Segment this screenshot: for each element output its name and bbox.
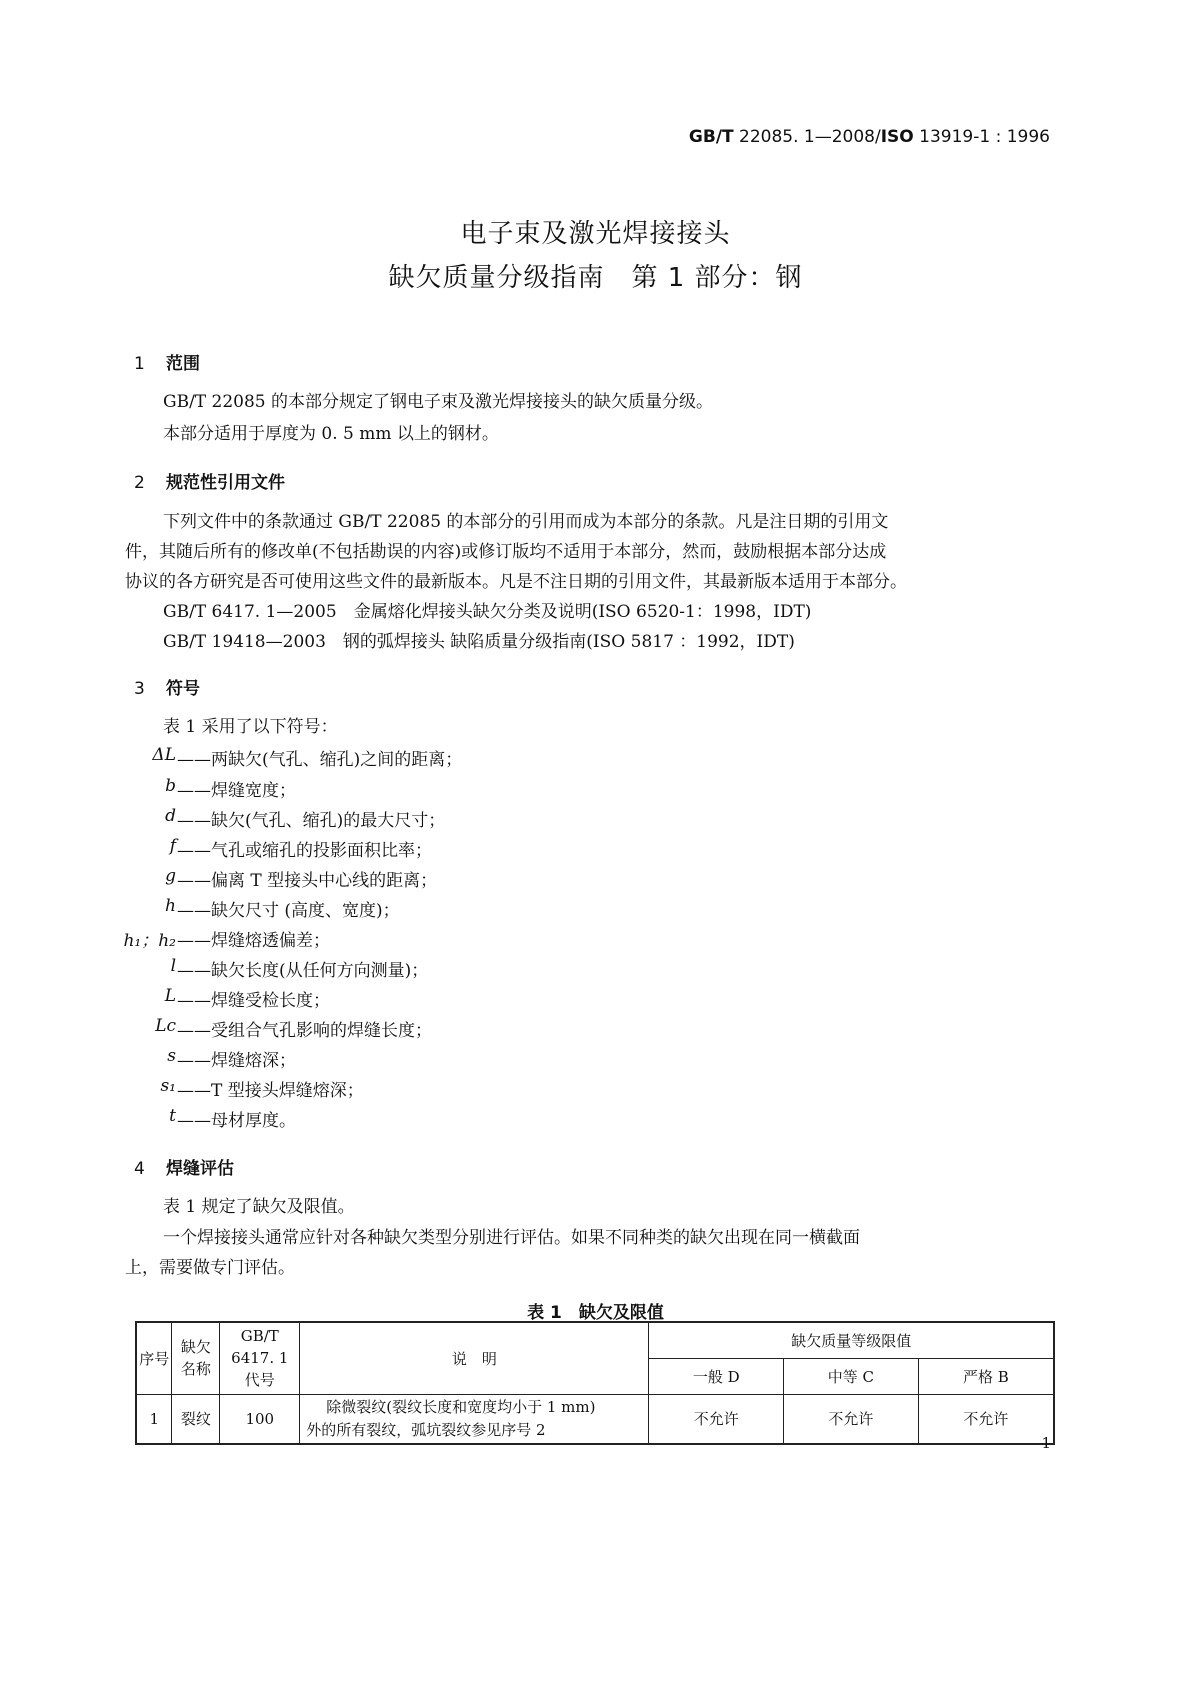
reference-item: GB/T 19418—2003 钢的弧焊接头 缺陷质量分级指南(ISO 5817 ：1992，IDT): [163, 632, 795, 652]
document-title-line2: 缺欠质量分级指南 第 1 部分：钢: [388, 263, 803, 293]
reference-item: GB/T 6417. 1—2005 金属熔化焊接头缺欠分类及说明(ISO 6520-1：1998，IDT): [163, 602, 812, 622]
header-level-c: 中等 C: [784, 1358, 919, 1394]
table-row: [136, 1394, 1054, 1444]
paragraph: 表 1 规定了缺欠及限值。: [163, 1197, 355, 1217]
section-4-heading: 4 焊缝评估: [134, 1159, 234, 1179]
page-number: 1: [1041, 1434, 1051, 1452]
header-limits: 缺欠质量等级限值: [649, 1322, 1054, 1358]
header-defect-name: 缺欠 名称: [172, 1322, 220, 1394]
cell-level-b: 不允许: [918, 1394, 1054, 1444]
section-1-heading: 1 范围: [134, 354, 200, 374]
header-level-b: 严格 B: [918, 1358, 1054, 1394]
section-3-heading: 3 符号: [134, 679, 200, 699]
cell-seq: 1: [136, 1394, 172, 1444]
document-title-line1: 电子束及激光焊接接头: [460, 219, 731, 249]
cell-code: 100: [220, 1394, 300, 1444]
cell-level-d: 不允许: [649, 1394, 784, 1444]
paragraph: 上，需要做专门评估。: [125, 1258, 295, 1278]
defect-limits-table: [135, 1321, 1055, 1445]
cell-description: 除微裂纹(裂纹长度和宽度均小于 1 mm) 外的所有裂纹，弧坑裂纹参见序号 2: [300, 1394, 649, 1444]
standard-number: GB/T 22085. 1—2008/ISO 13919-1 : 1996: [688, 127, 1050, 147]
header-seq: 序号: [136, 1322, 172, 1394]
cell-name: 裂纹: [172, 1394, 220, 1444]
paragraph: 本部分适用于厚度为 0. 5 mm 以上的钢材。: [163, 424, 499, 444]
header-code: GB/T 6417. 1 代号: [220, 1322, 300, 1394]
cell-level-c: 不允许: [784, 1394, 919, 1444]
paragraph: 协议的各方研究是否可使用这些文件的最新版本。凡是不注日期的引用文件，其最新版本适用于本部分。: [125, 572, 907, 592]
paragraph: GB/T 22085 的本部分规定了钢电子束及激光焊接接头的缺欠质量分级。: [163, 392, 714, 412]
symbols-intro: 表 1 采用了以下符号：: [163, 717, 338, 737]
paragraph: 一个焊接接头通常应针对各种缺欠类型分别进行评估。如果不同种类的缺欠出现在同一横截面: [163, 1228, 860, 1248]
table-caption: 表 1 缺欠及限值: [527, 1303, 664, 1323]
header-description: 说 明: [300, 1322, 649, 1394]
header-level-d: 一般 D: [649, 1358, 784, 1394]
paragraph: 件，其随后所有的修改单(不包括勘误的内容)或修订版均不适用于本部分，然而，鼓励根据本部分达成: [125, 542, 887, 562]
paragraph: 下列文件中的条款通过 GB/T 22085 的本部分的引用而成为本部分的条款。凡是注日期的引用文: [163, 512, 889, 532]
section-2-heading: 2 规范性引用文件: [134, 473, 285, 493]
